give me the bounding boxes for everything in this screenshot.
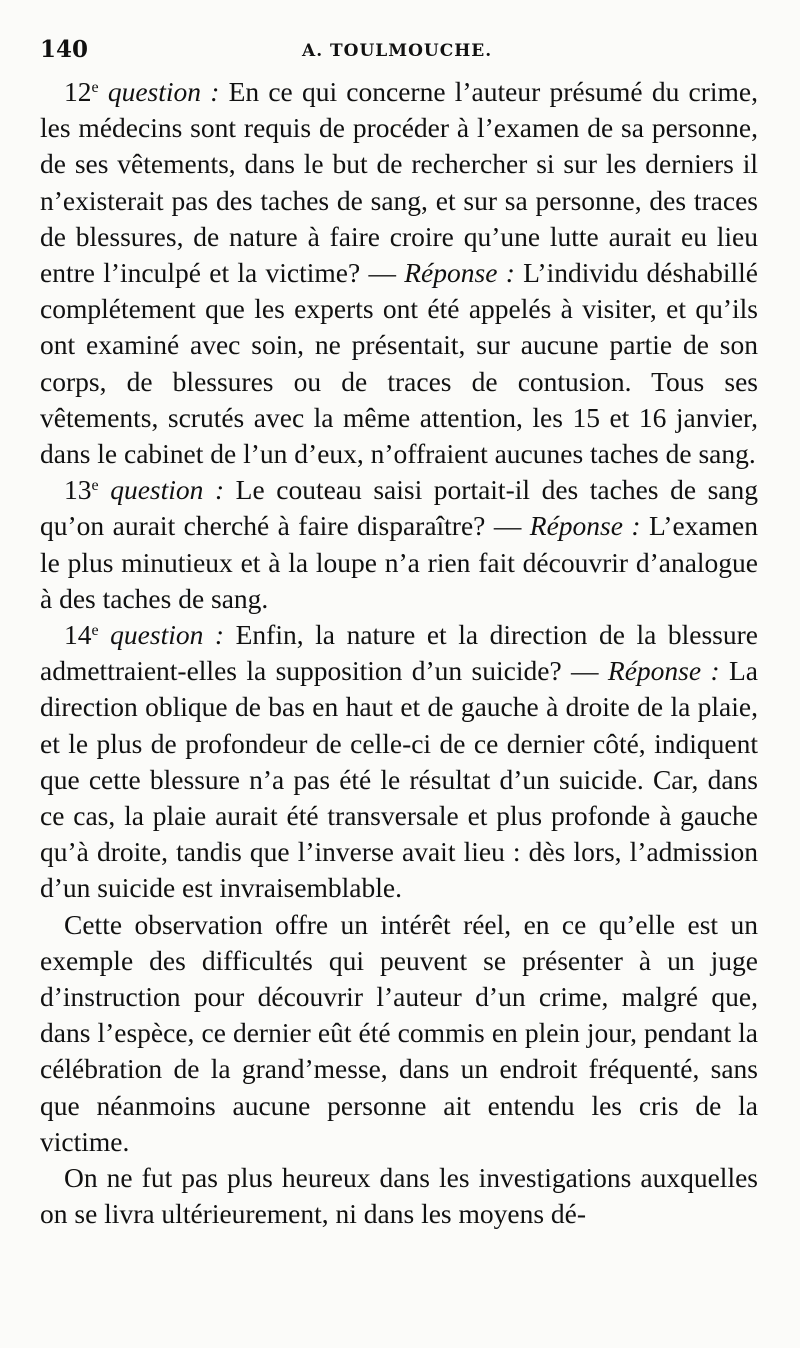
answer-text: L’individu déshabillé complétement que les experts ont été appelés à visiter, et qu’ils ont examiné avec soin, ne présentait, sur aucune partie de son corps, de blessures ou de traces de contusion. Tous ses vêtements, scrutés avec la même attention, les 15 et 16 janvier, dans le cabinet de l’un d’eux, n’offraient aucunes taches de sang.: [40, 257, 759, 470]
question-text: Le couteau saisi portait-il des taches de sang qu’on aurait cherché à faire disparaître? —: [40, 474, 759, 542]
running-header: [40, 36, 760, 76]
answer-text: L’examen le plus minutieux et à la loupe n’a rien fait découvrir d’analogue à des taches de sang.: [40, 510, 758, 614]
question-text: Enfin, la nature et la direction de la blessure admettraient-elles la supposition d’un suicide? —: [40, 619, 758, 687]
question-text: En ce qui concerne l’auteur présumé du crime, les médecins sont requis de procéder à l’examen de sa personne, de ses vêtements, dans le but de rechercher si sur les derniers il n’existerait pas des taches de sang, et sur sa personne, des traces de blessures, de nature à faire croire qu’une lutte aurait eu lieu entre l’inculpé et la victime? —: [40, 76, 759, 289]
body-text: [40, 74, 758, 1233]
ordinal-suffix: e: [91, 622, 99, 640]
answer-label: Réponse :: [607, 655, 720, 687]
question-13-paragraph: [40, 472, 758, 617]
answer-label: Réponse :: [404, 257, 515, 289]
ordinal-suffix: e: [91, 477, 99, 495]
running-title: A. TOULMOUCHE.: [302, 41, 493, 61]
page-number: 140: [40, 36, 89, 63]
answer-text: La direction oblique de bas en haut et de gauche à droite de la plaie, et le plus de profondeur de celle-ci de ce dernier côté, indiquent que cette blessure n’a pas été le résultat d’un suicide. Car, dans ce cas, la plaie aurait été transversale et plus profonde à gauche qu’à droite, tandis que l’inverse avait lieu : dès lors, l’admission d’un suicide est invraisemblable.: [40, 655, 758, 904]
ordinal-suffix: e: [91, 79, 99, 96]
question-14-paragraph: [40, 617, 758, 907]
question-12-paragraph: [40, 74, 758, 472]
question-number: 12: [64, 76, 92, 107]
question-number: 13: [64, 474, 92, 506]
question-number: 14: [64, 619, 92, 651]
question-label: question :: [110, 619, 225, 651]
question-label: question :: [107, 76, 220, 107]
continuation-paragraph: On ne fut pas plus heureux dans les investigations auxquelles on se livra ultérieurement, ni dans les moyens dé-: [40, 1162, 758, 1230]
observation-paragraph: Cette observation offre un intérêt réel, en ce qu’elle est un exemple des difficultés qui peuvent se présenter à un juge d’instruction pour découvrir l’auteur d’un crime, malgré que, dans l’espèce, ce dernier eût été commis en plein jour, pendant la célébration de la grand’messe, dans un endroit fréquenté, sans que néanmoins aucune personne ait entendu les cris de la victime.: [40, 908, 758, 1157]
question-label: question :: [110, 474, 225, 506]
answer-label: Réponse :: [529, 510, 641, 542]
